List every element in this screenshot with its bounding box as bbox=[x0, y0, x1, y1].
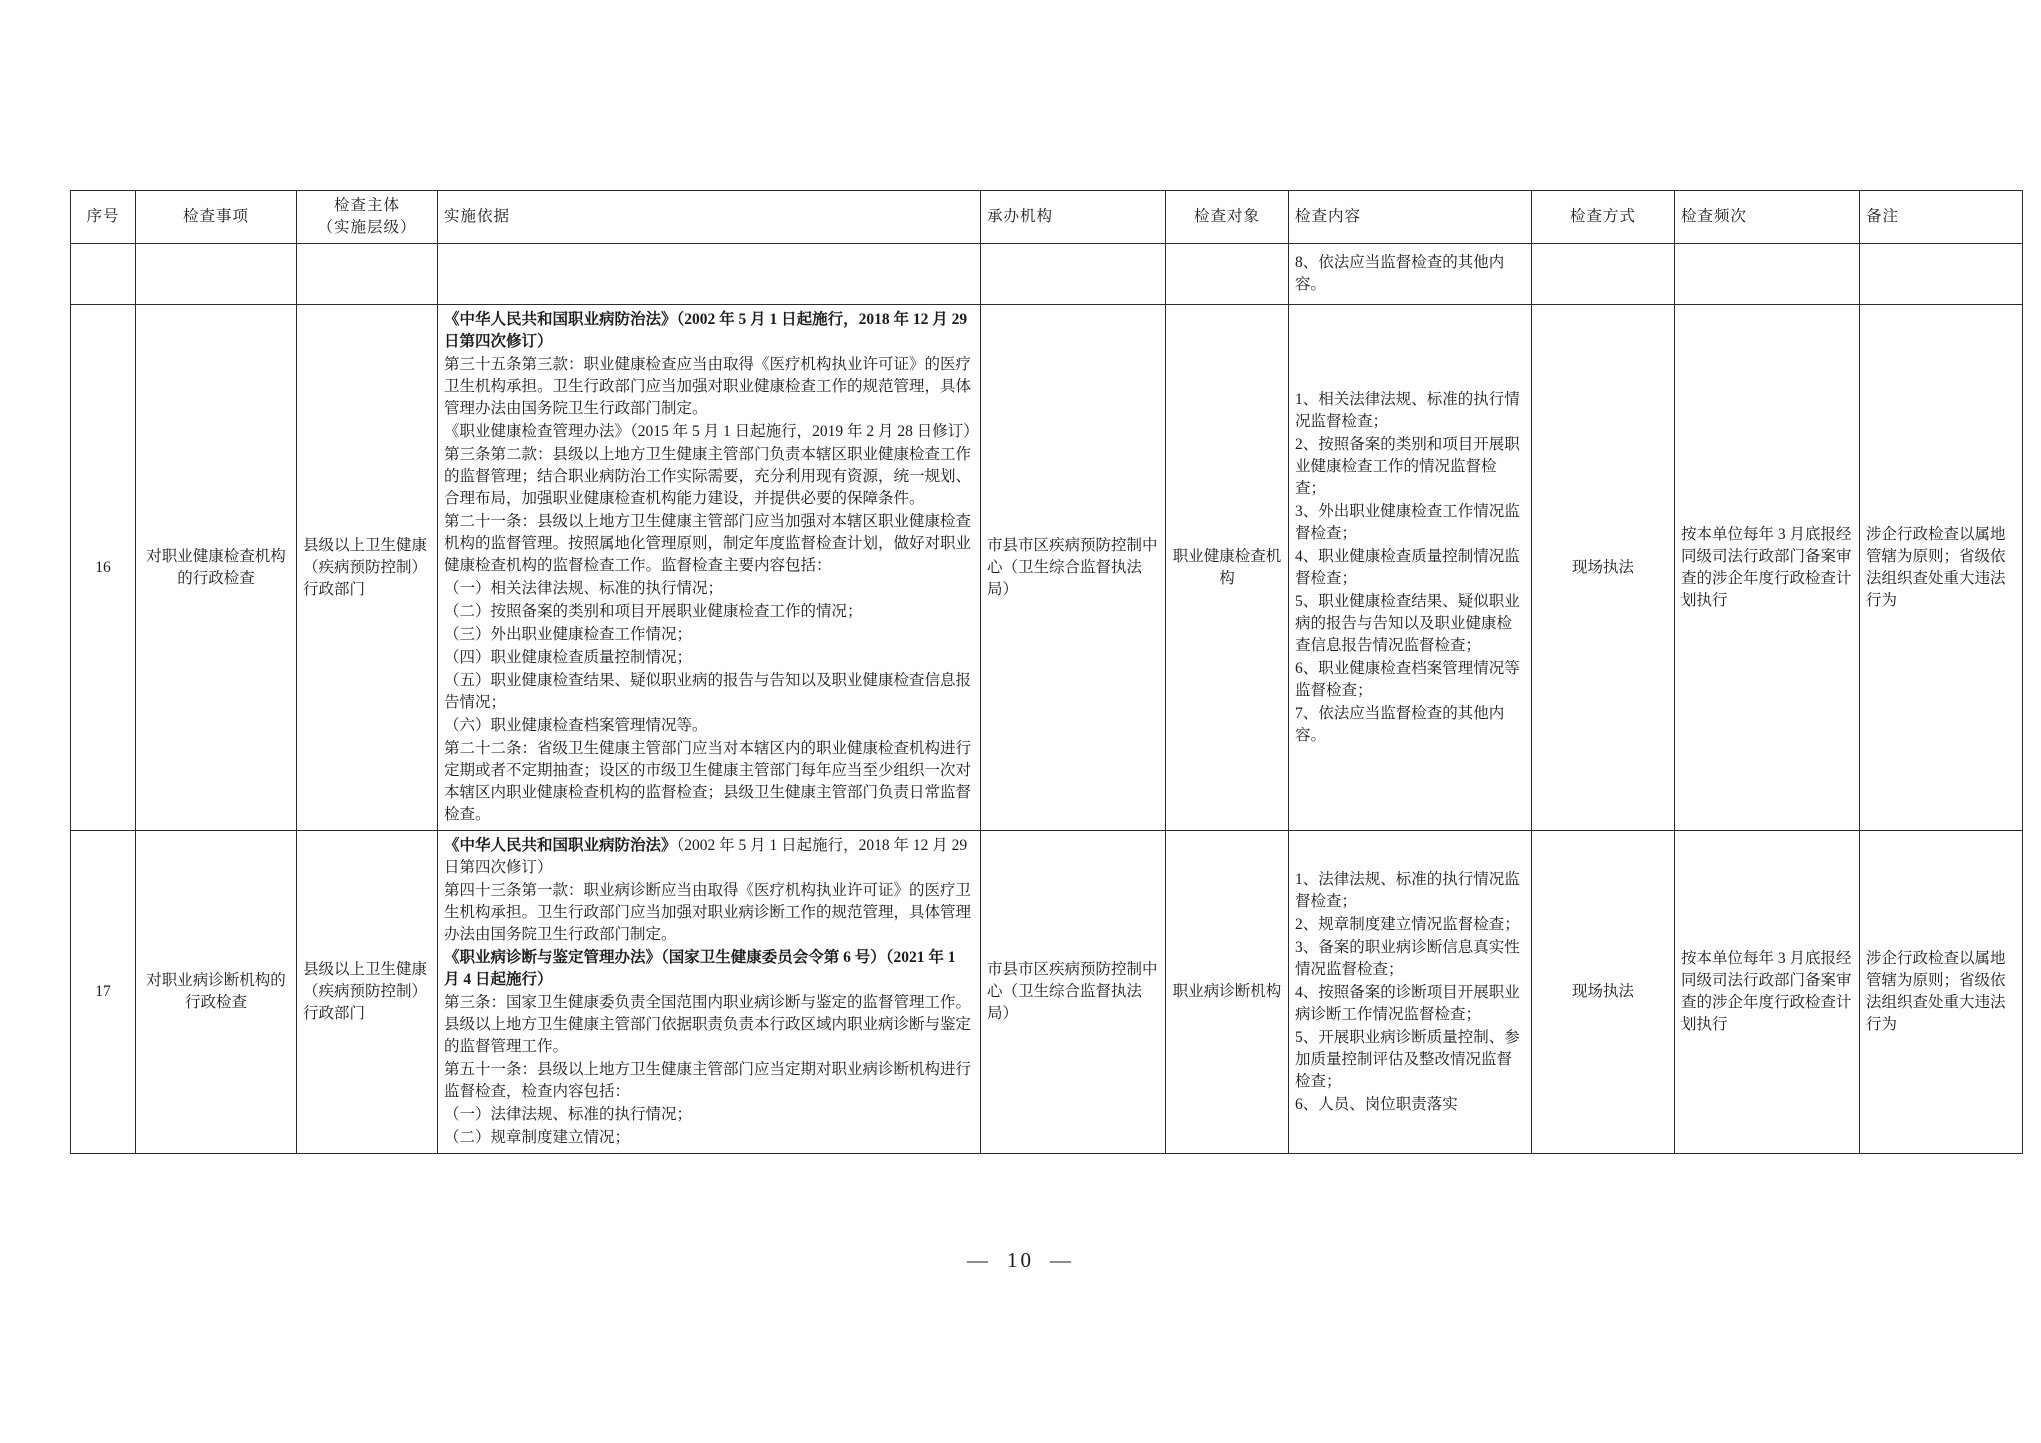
content-item: 6、人员、岗位职责落实 bbox=[1295, 1095, 1458, 1113]
cell-note: 涉企行政检查以属地管辖为原则；省级依法组织查处重大违法行为 bbox=[1860, 305, 2023, 831]
header-subject bbox=[297, 191, 438, 244]
content-item: 7、依法应当监督检查的其他内容。 bbox=[1295, 704, 1505, 744]
basis-paragraph: 第三条：国家卫生健康委负责全国范围内职业病诊断与鉴定的监督管理工作。县级以上地方卫生健康主管部门依据职责负责本行政区域内职业病诊断与鉴定的监督管理工作。 bbox=[444, 994, 972, 1055]
table-header bbox=[71, 191, 2023, 244]
cell-object: 职业病诊断机构 bbox=[1166, 831, 1289, 1154]
cell-method: 现场执法 bbox=[1532, 305, 1675, 831]
basis-paragraph: 第三十五条第三款：职业健康检查应当由取得《医疗机构执业许可证》的医疗卫生机构承担。卫生行政部门应当加强对职业健康检查工作的规范管理，具体管理办法由国务院卫生行政部门制定。 bbox=[444, 356, 972, 417]
basis-paragraph: 第二十二条：省级卫生健康主管部门应当对本辖区内的职业健康检查机构进行定期或者不定期抽查；设区的市级卫生健康主管部门每年应当至少组织一次对本辖区内职业健康检查机构的监督检查；县级卫生健康主管部门负责日常监督检查。 bbox=[444, 740, 972, 823]
cell-subject: 县级以上卫生健康（疾病预防控制）行政部门 bbox=[297, 305, 438, 831]
table-row-continued bbox=[71, 244, 2023, 305]
header-content: 检查内容 bbox=[1289, 191, 1532, 244]
table-body bbox=[71, 244, 2023, 1154]
cell-basis bbox=[438, 831, 981, 1154]
basis-paragraph: 第二十一条：县级以上地方卫生健康主管部门应当加强对本辖区职业健康检查机构的监督管理。按照属地化管理原则，制定年度监督检查计划，做好对职业健康检查机构的监督检查工作。监督检查主要内容包括： bbox=[444, 513, 972, 574]
basis-paragraph: 第五十一条：县级以上地方卫生健康主管部门应当定期对职业病诊断机构进行监督检查，检查内容包括： bbox=[444, 1061, 972, 1100]
content-item: 6、职业健康检查档案管理情况等监督检查； bbox=[1295, 659, 1520, 699]
cell-org: 市县市区疾病预防控制中心（卫生综合监督执法局） bbox=[981, 305, 1166, 831]
cell-frequency-continued bbox=[1675, 244, 1860, 305]
cell-method-continued bbox=[1532, 244, 1675, 305]
basis-law-date: （2002 年 5 月 1 日起施行，2018 年 12 月 29 日第四次修订） bbox=[444, 837, 968, 876]
cell-item: 对职业病诊断机构的行政检查 bbox=[136, 831, 297, 1154]
header-org: 承办机构 bbox=[981, 191, 1166, 244]
header-subject-line1: 检查主体 bbox=[333, 197, 400, 214]
header-object: 检查对象 bbox=[1166, 191, 1289, 244]
basis-paragraph: （二）规章制度建立情况； bbox=[444, 1129, 631, 1146]
cell-org: 市县市区疾病预防控制中心（卫生综合监督执法局） bbox=[981, 831, 1166, 1154]
content-item: 3、外出职业健康检查工作情况监督检查； bbox=[1295, 502, 1520, 542]
cell-basis-continued bbox=[438, 244, 981, 305]
basis-law-title: 《中华人民共和国职业病防治法》 bbox=[444, 837, 677, 854]
page-footer bbox=[0, 1248, 2041, 1273]
basis-paragraph: （一）法律法规、标准的执行情况； bbox=[444, 1106, 693, 1123]
basis-paragraph: （五）职业健康检查结果、疑似职业病的报告与告知以及职业健康检查信息报告情况； bbox=[444, 672, 972, 711]
cell-object: 职业健康检查机构 bbox=[1166, 305, 1289, 831]
page-dash-right: — bbox=[1050, 1248, 1074, 1272]
content-item: 4、职业健康检查质量控制情况监督检查； bbox=[1295, 547, 1520, 587]
header-note: 备注 bbox=[1860, 191, 2023, 244]
cell-note: 涉企行政检查以属地管辖为原则；省级依法组织查处重大违法行为 bbox=[1860, 831, 2023, 1154]
cell-frequency: 按本单位每年 3 月底报经同级司法行政部门备案审查的涉企年度行政检查计划执行 bbox=[1675, 305, 1860, 831]
basis-paragraph: 《中华人民共和国职业病防治法》（2002 年 5 月 1 日起施行，2018 年 12 月 29 日第四次修订） bbox=[444, 311, 968, 350]
cell-item-continued bbox=[136, 244, 297, 305]
content-item: 5、开展职业病诊断质量控制、参加质量控制评估及整改情况监督检查； bbox=[1295, 1028, 1520, 1090]
cell-seq: 17 bbox=[71, 831, 136, 1154]
basis-paragraph: 《职业健康检查管理办法》（2015 年 5 月 1 日起施行，2019 年 2 月 28 日修订） bbox=[444, 423, 979, 440]
cell-basis bbox=[438, 305, 981, 831]
table-row bbox=[71, 305, 2023, 831]
header-frequency: 检查频次 bbox=[1675, 191, 1860, 244]
content-item: 4、按照备案的诊断项目开展职业病诊断工作情况监督检查； bbox=[1295, 983, 1520, 1023]
cell-content bbox=[1289, 305, 1532, 831]
cell-subject: 县级以上卫生健康（疾病预防控制）行政部门 bbox=[297, 831, 438, 1154]
page-dash-left: — bbox=[967, 1248, 991, 1272]
basis-paragraph: 第三条第二款：县级以上地方卫生健康主管部门负责本辖区职业健康检查工作的监督管理；结合职业病防治工作实际需要，充分利用现有资源，统一规划、合理布局，加强职业健康检查机构能力建设，并提供必要的保障条件。 bbox=[444, 446, 972, 507]
content-item: 3、备案的职业病诊断信息真实性情况监督检查； bbox=[1295, 938, 1520, 978]
cell-org-continued bbox=[981, 244, 1166, 305]
header-method: 检查方式 bbox=[1532, 191, 1675, 244]
cell-seq-continued bbox=[71, 244, 136, 305]
cell-object-continued bbox=[1166, 244, 1289, 305]
page-number-value: 10 bbox=[1007, 1248, 1034, 1272]
basis-paragraph: 《职业病诊断与鉴定管理办法》（国家卫生健康委员会令第 6 号）（2021 年 1 月 4 日起施行） bbox=[444, 949, 956, 988]
content-item: 2、规章制度建立情况监督检查； bbox=[1295, 915, 1520, 933]
header-subject-line2: （实施层级） bbox=[317, 219, 417, 236]
content-item: 2、按照备案的类别和项目开展职业健康检查工作的情况监督检查； bbox=[1295, 435, 1520, 497]
basis-paragraph: （三）外出职业健康检查工作情况； bbox=[444, 626, 693, 643]
cell-content-continued: 8、依法应当监督检查的其他内容。 bbox=[1289, 244, 1532, 305]
basis-paragraph: （四）职业健康检查质量控制情况； bbox=[444, 649, 693, 666]
table-header-row bbox=[71, 191, 2023, 244]
cell-subject-continued bbox=[297, 244, 438, 305]
cell-method: 现场执法 bbox=[1532, 831, 1675, 1154]
cell-seq: 16 bbox=[71, 305, 136, 831]
table-row bbox=[71, 831, 2023, 1154]
inspection-matters-table-wrapper bbox=[70, 190, 2006, 1154]
cell-note-continued bbox=[1860, 244, 2023, 305]
basis-paragraph: 第四十三条第一款：职业病诊断应当由取得《医疗机构执业许可证》的医疗卫生机构承担。卫生行政部门应当加强对职业病诊断工作的规范管理，具体管理办法由国务院卫生行政部门制定。 bbox=[444, 882, 972, 943]
content-item: 5、职业健康检查结果、疑似职业病的报告与告知以及职业健康检查信息报告情况监督检查； bbox=[1295, 592, 1520, 654]
cell-frequency: 按本单位每年 3 月底报经同级司法行政部门备案审查的涉企年度行政检查计划执行 bbox=[1675, 831, 1860, 1154]
cell-item: 对职业健康检查机构的行政检查 bbox=[136, 305, 297, 831]
basis-paragraph: （一）相关法律法规、标准的执行情况； bbox=[444, 580, 724, 597]
content-item: 1、法律法规、标准的执行情况监督检查； bbox=[1295, 870, 1520, 910]
basis-paragraph bbox=[444, 835, 974, 879]
content-item: 1、相关法律法规、标准的执行情况监督检查； bbox=[1295, 390, 1520, 430]
header-seq: 序号 bbox=[71, 191, 136, 244]
cell-content bbox=[1289, 831, 1532, 1154]
inspection-matters-table bbox=[70, 190, 2023, 1154]
basis-paragraph: （六）职业健康检查档案管理情况等。 bbox=[444, 717, 708, 734]
basis-paragraph: （二）按照备案的类别和项目开展职业健康检查工作的情况； bbox=[444, 603, 863, 620]
header-basis: 实施依据 bbox=[438, 191, 981, 244]
header-item: 检查事项 bbox=[136, 191, 297, 244]
